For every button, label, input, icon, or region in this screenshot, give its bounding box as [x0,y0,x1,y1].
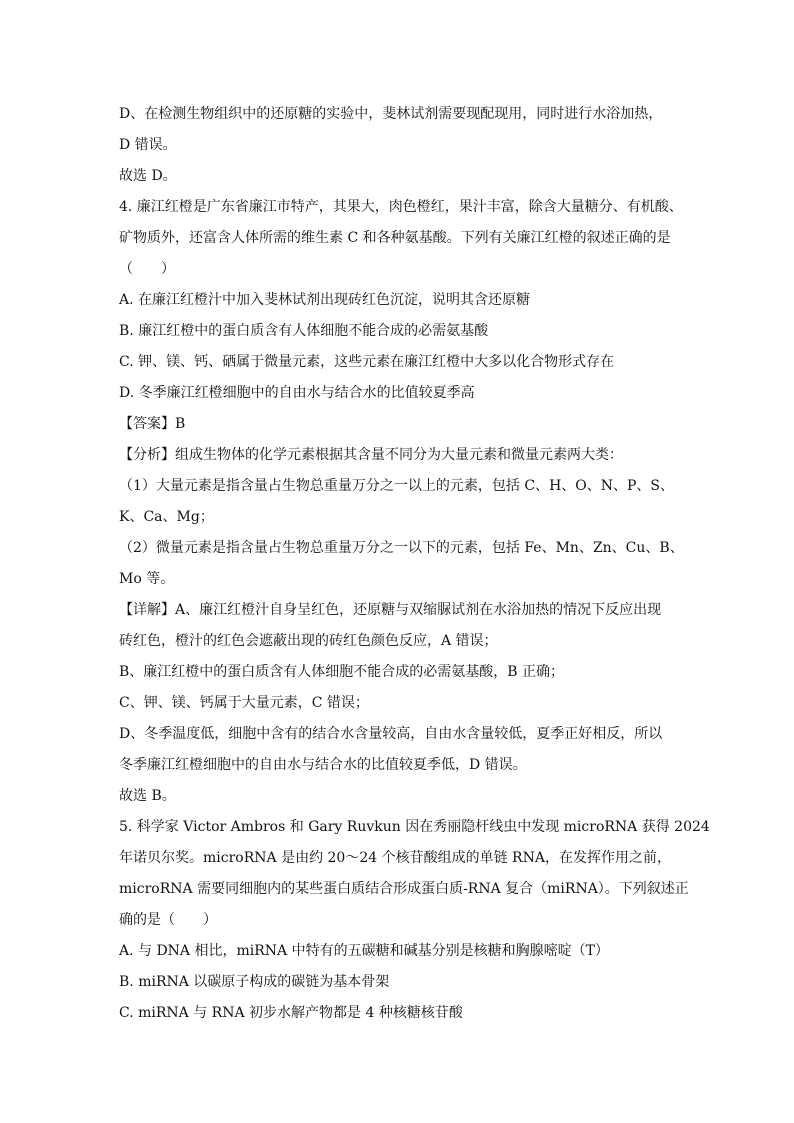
question-4-detail-b: B、廉江红橙中的蛋白质含有人体细胞不能合成的必需氨基酸，B 正确； [119,664,565,680]
question-4-option-b: B. 廉江红橙中的蛋白质含有人体细胞不能合成的必需氨基酸 [119,323,489,339]
question-4-option-d: D. 冬季廉江红橙细胞中的自由水与结合水的比值较夏季高 [119,385,475,401]
question-4-stem-line-1: 4. 廉江红橙是广东省廉江市特产，其果大，肉色橙红，果汁丰富，除含大量糖分、有机酸、 [119,199,683,215]
question-4-stem-line-2: 矿物质外，还富含人体所需的维生素 C 和各种氨基酸。下列有关廉江红橙的叙述正确的是 [119,230,671,246]
question-5-stem-line-4: 确的是（ ） [119,912,217,928]
question-5-stem-line-1: 5. 科学家 Victor Ambros 和 Gary Ruvkun 因在秀丽隐杆线虫中发现 microRNA 获得 2024 [119,819,710,835]
question-4-detail-d-cont: 冬季廉江红橙细胞中的自由水与结合水的比值较夏季低，D 错误。 [119,757,527,773]
question-4-blank: （ ） [119,261,175,277]
question-4-detail-a: 【详解】A、廉江红橙汁自身呈红色，还原糖与双缩脲试剂在水浴加热的情况下反应出现 [119,602,662,618]
question-4-option-c: C. 钾、镁、钙、硒属于微量元素，这些元素在廉江红橙中大多以化合物形式存在 [119,354,615,370]
question-4-analysis-item-2: （2）微量元素是指含量占生物总重量万分之一以下的元素，包括 Fe、Mn、Zn、Cu、B、 [119,540,684,556]
text-line-3: 故选 D。 [119,168,177,184]
text-line-2: D 错误。 [119,137,177,153]
question-4-detail-c: C、钾、镁、钙属于大量元素，C 错误； [119,695,369,711]
question-5-stem-line-2: 年诺贝尔奖。microRNA 是由约 20～24 个核苷酸组成的单链 RNA，在发挥作用之前， [119,850,671,866]
question-5-option-b: B. miRNA 以碳原子构成的碳链为基本骨架 [119,974,390,990]
question-5-option-c: C. miRNA 与 RNA 初步水解产物都是 4 种核糖核苷酸 [119,1005,463,1021]
question-4-detail-d: D、冬季温度低，细胞中含有的结合水含量较高，自由水含量较低，夏季正好相反，所以 [119,726,663,742]
text-line-1: D、在检测生物组织中的还原糖的实验中，斐林试剂需要现配现用，同时进行水浴加热， [119,106,663,122]
question-4-option-a: A. 在廉江红橙汁中加入斐林试剂出现砖红色沉淀，说明其含还原糖 [119,292,531,308]
question-4-analysis-item-1: （1）大量元素是指含量占生物总重量万分之一以上的元素，包括 C、H、O、N、P、S、 [119,478,675,494]
question-4-conclusion: 故选 B。 [119,788,176,804]
question-4-analysis-item-1-cont: K、Ca、Mg； [119,509,214,525]
question-5-option-a: A. 与 DNA 相比，miRNA 中特有的五碳糖和碱基分别是核糖和胸腺嘧啶（T） [119,943,609,959]
question-4-answer: 【答案】B [119,416,186,432]
question-5-stem-line-3: microRNA 需要同细胞内的某些蛋白质结合形成蛋白质-RNA 复合（miRNA）。下列叙述正 [119,881,689,897]
question-4-analysis: 【分析】组成生物体的化学元素根据其含量不同分为大量元素和微量元素两大类： [119,447,623,463]
question-4-analysis-item-2-cont: Mo 等。 [119,571,175,587]
question-4-detail-a-cont: 砖红色，橙汁的红色会遮蔽出现的砖红色颜色反应，A 错误； [119,633,498,649]
